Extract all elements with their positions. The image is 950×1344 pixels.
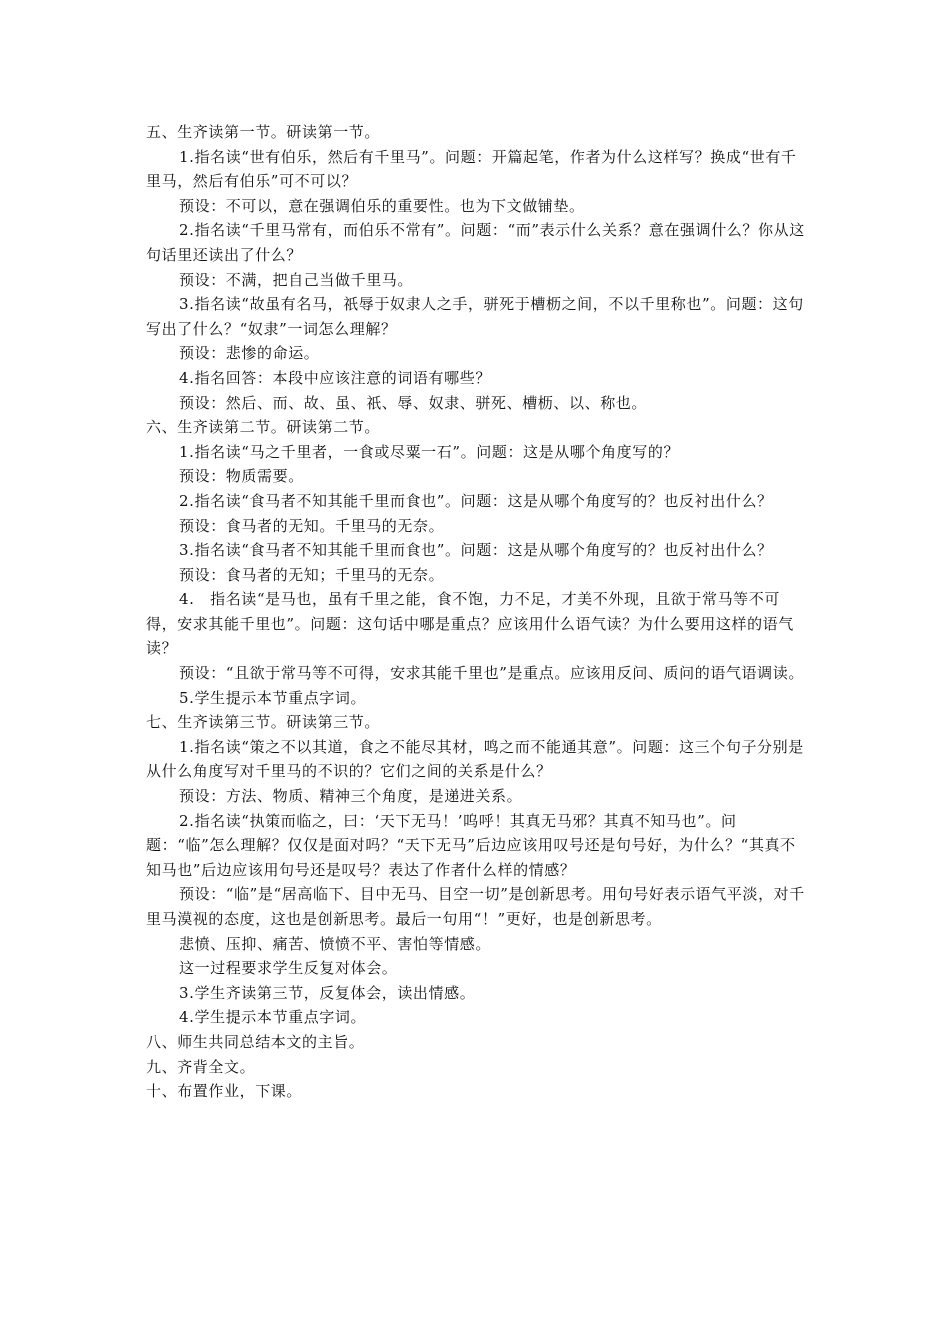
paragraph: 4.指名回答：本段中应该注意的词语有哪些？ — [179, 368, 491, 387]
paragraph: 2.指名读“执策而临之，曰：‘天下无马！’呜呼！其真无马邪？其真不知马也”。问题：“临”怎么理解？仅仅是面对吗？“天下无马”后边应该用叹号还是句号好，为什么？“其真不知马也”后边应该用句号还是叹号？表达了作者什么样的情感？ — [146, 811, 796, 879]
paragraph: 1.指名读“策之不以其道，食之不能尽其材，鸣之而不能通其意”。问题：这三个句子分别是从什么角度写对千里马的不识的？它们之间的关系是什么？ — [146, 737, 804, 781]
section-heading: 七、生齐读第三节。研读第三节。 — [146, 713, 381, 732]
paragraph: 3.指名读“食马者不知其能千里而食也”。问题：这是从哪个角度写的？也反衬出什么？ — [179, 541, 773, 560]
section-heading: 九、齐背全文。 — [146, 1057, 256, 1076]
paragraph: 预设：悲惨的命运。 — [179, 344, 320, 363]
section-heading: 八、师生共同总结本文的主旨。 — [146, 1032, 365, 1051]
section-heading: 十、布置作业，下课。 — [146, 1082, 303, 1101]
section-heading: 五、生齐读第一节。研读第一节。 — [146, 123, 381, 141]
paragraph: 预设：不满，把自己当做千里马。 — [179, 270, 414, 289]
paragraph: 3.学生齐读第三节，反复体会，读出情感。 — [179, 983, 476, 1002]
paragraph: 预设：不可以，意在强调伯乐的重要性。也为下文做铺垫。 — [179, 196, 585, 215]
paragraph: 1.指名读“马之千里者，一食或尽粟一石”。问题：这是从哪个角度写的？ — [179, 442, 680, 461]
paragraph: 2.指名读“千里马常有，而伯乐不常有”。问题：“而”表示什么关系？意在强调什么？你从这句话里还读出了什么？ — [146, 221, 805, 264]
paragraph: 预设：食马者的无知。千里马的无奈。 — [179, 516, 445, 535]
paragraph: 预设：食马者的无知；千里马的无奈。 — [179, 565, 445, 584]
paragraph: 预设：物质需要。 — [179, 467, 304, 486]
paragraph: 5.学生提示本节重点字词。 — [179, 688, 367, 707]
paragraph: 4. 指名读“是马也，虽有千里之能，食不饱，力不足，才美不外现，且欲于常马等不可得，安求其能千里也”。问题：这句话中哪是重点？应该用什么语气读？为什么要用这样的语气读？ — [146, 590, 794, 658]
paragraph: 预设：然后、而、故、虽、祇、辱、奴隶、骈死、槽枥、以、称也。 — [179, 393, 648, 412]
paragraph: 1.指名读“世有伯乐，然后有千里马”。问题：开篇起笔，作者为什么这样写？换成“世有千里马，然后有伯乐”可不可以？ — [146, 147, 797, 191]
paragraph: 预设：“临”是“居高临下、目中无马、目空一切”是创新思考。用句号好表示语气平淡，对千里马漠视的态度，这也是创新思考。最后一句用“！”更好，也是创新思考。 — [146, 885, 805, 928]
paragraph: 2.指名读“食马者不知其能千里而食也”。问题：这是从哪个角度写的？也反衬出什么？ — [179, 491, 773, 510]
paragraph: 4.学生提示本节重点字词。 — [179, 1008, 367, 1027]
document-body — [146, 120, 810, 1104]
paragraph: 预设：“且欲于常马等不可得，安求其能千里也”是重点。应该用反问、质问的语气语调读。 — [179, 664, 804, 683]
section-heading: 六、生齐读第二节。研读第二节。 — [146, 418, 381, 437]
paragraph: 预设：方法、物质、精神三个角度，是递进关系。 — [179, 787, 523, 806]
paragraph: 悲愤、压抑、痛苦、愤愤不平、害怕等情感。 — [179, 934, 492, 953]
paragraph: 这一过程要求学生反复对体会。 — [179, 959, 398, 978]
paragraph: 3.指名读“故虽有名马，祇辱于奴隶人之手，骈死于槽枥之间，不以千里称也”。问题：这句写出了什么？“奴隶”一词怎么理解？ — [146, 295, 804, 338]
